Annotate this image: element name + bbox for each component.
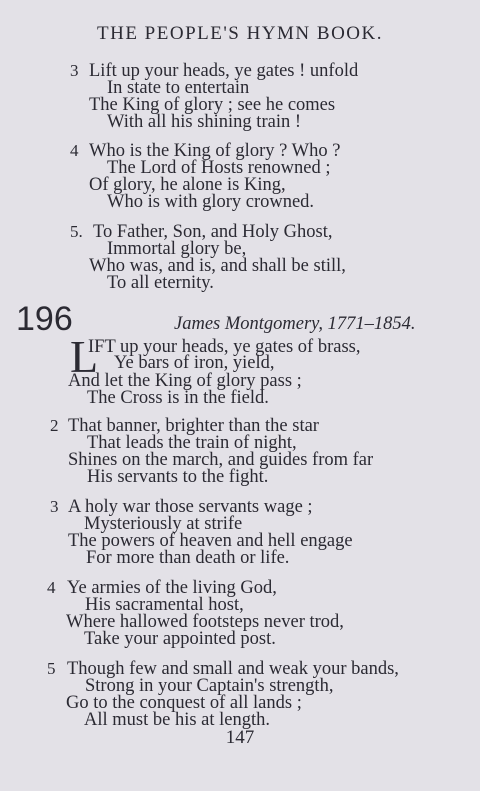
verse-line: Who was, and is, and shall be still, xyxy=(89,256,346,276)
drop-cap: L xyxy=(70,331,99,382)
verse-number: 4 xyxy=(70,141,79,160)
verse-line: Who is with glory crowned. xyxy=(107,192,315,212)
verse-number: 5. xyxy=(70,222,83,241)
verse-line: His servants to the fight. xyxy=(87,467,269,487)
verse-number: 4 xyxy=(47,578,56,597)
verse-line: Where hallowed footsteps never trod, xyxy=(66,612,344,632)
verse-line: The Cross is in the field. xyxy=(87,388,269,408)
verse-line: Shines on the march, and guides from far xyxy=(68,450,374,470)
verse-line: To Father, Son, and Holy Ghost, xyxy=(93,222,333,242)
verse-number: 2 xyxy=(50,416,59,435)
verse-line: Strong in your Captain's strength, xyxy=(85,676,334,696)
verse-line: Of glory, he alone is King, xyxy=(89,175,286,195)
verse-line: His sacramental host, xyxy=(85,595,244,615)
verse-line: In state to entertain xyxy=(107,78,250,98)
verse-line: The powers of heaven and hell engage xyxy=(68,531,353,551)
verse-line: That banner, brighter than the star xyxy=(68,416,319,436)
verse-line: Lift up your heads, ye gates ! unfold xyxy=(89,61,359,81)
verse-line: All must be his at length. xyxy=(84,710,271,730)
verse-line: Mysteriously at strife xyxy=(84,514,243,534)
verse-line: A holy war those servants wage ; xyxy=(68,497,313,517)
verse-line: The King of glory ; see he comes xyxy=(89,95,336,115)
verse-line: IFT up your heads, ye gates of brass, xyxy=(88,337,361,357)
verse-line: And let the King of glory pass ; xyxy=(68,371,302,391)
page-number: 147 xyxy=(225,727,255,748)
verse-number: 3 xyxy=(70,61,79,80)
verse-number: 5 xyxy=(47,659,56,678)
running-header: THE PEOPLE'S HYMN BOOK. xyxy=(97,23,383,44)
verse-line: Ye armies of the living God, xyxy=(67,578,277,598)
verse-line: Ye bars of iron, yield, xyxy=(114,353,275,373)
verse-number: 3 xyxy=(50,497,59,516)
verse-line: To all eternity. xyxy=(107,273,214,293)
hymn-author: James Montgomery, 1771–1854. xyxy=(174,314,416,334)
verse-line: For more than death or life. xyxy=(86,548,290,568)
verse-line: Who is the King of glory ? Who ? xyxy=(89,141,341,161)
verse-line: Immortal glory be, xyxy=(107,239,247,259)
hymn-number: 196 xyxy=(16,300,73,338)
verse-line: The Lord of Hosts renowned ; xyxy=(107,158,331,178)
verse-line: Take your appointed post. xyxy=(84,629,276,649)
verse-line: Though few and small and weak your bands, xyxy=(67,659,399,679)
verse-line: With all his shining train ! xyxy=(107,112,301,132)
verse-line: That leads the train of night, xyxy=(87,433,297,453)
verse-line: Go to the conquest of all lands ; xyxy=(66,693,302,713)
